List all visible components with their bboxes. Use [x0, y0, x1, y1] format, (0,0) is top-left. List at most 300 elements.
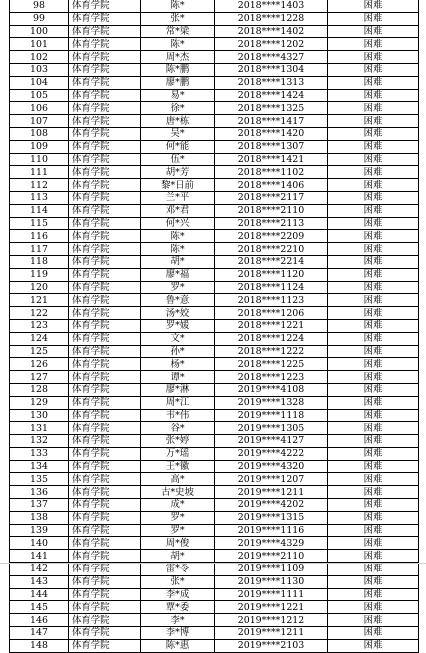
row-number: 111 — [10, 166, 69, 179]
name-cell: 杨* — [141, 358, 215, 371]
table-row — [10, 396, 419, 409]
college-cell: 体育学院 — [69, 319, 141, 332]
status-cell: 困难 — [328, 179, 419, 192]
name-cell: 罗* — [141, 511, 215, 524]
table-row — [10, 383, 419, 396]
student-id-cell: 2018****1417 — [215, 115, 328, 128]
student-id-cell: 2018****2210 — [215, 243, 328, 256]
name-cell: 韦*伟 — [141, 409, 215, 422]
student-id-cell: 2019****2110 — [215, 550, 328, 563]
row-number: 136 — [10, 486, 69, 499]
name-cell: 陈*鹏 — [141, 63, 215, 76]
name-cell: 黎*日前 — [141, 179, 215, 192]
college-cell: 体育学院 — [69, 307, 141, 320]
row-number: 147 — [10, 627, 69, 640]
row-number: 140 — [10, 537, 69, 550]
college-cell: 体育学院 — [69, 89, 141, 102]
status-cell: 困难 — [328, 166, 419, 179]
row-number: 137 — [10, 499, 69, 512]
status-cell: 困难 — [328, 563, 419, 576]
row-number: 112 — [10, 179, 69, 192]
table-row — [10, 447, 419, 460]
college-cell: 体育学院 — [69, 473, 141, 486]
status-cell: 困难 — [328, 575, 419, 588]
table-row — [10, 307, 419, 320]
table-row — [10, 601, 419, 614]
student-id-cell: 2018****2113 — [215, 217, 328, 230]
table-row — [10, 627, 419, 640]
name-cell: 高* — [141, 473, 215, 486]
status-cell: 困难 — [328, 38, 419, 51]
status-cell: 困难 — [328, 383, 419, 396]
status-cell: 困难 — [328, 127, 419, 140]
name-cell: 谷* — [141, 422, 215, 435]
college-cell: 体育学院 — [69, 243, 141, 256]
row-number: 143 — [10, 575, 69, 588]
name-cell: 万*瑶 — [141, 447, 215, 460]
student-id-cell: 2018****1424 — [215, 89, 328, 102]
name-cell: 吴* — [141, 127, 215, 140]
table-row — [10, 435, 419, 448]
row-number: 127 — [10, 371, 69, 384]
table-row — [10, 588, 419, 601]
table-row — [10, 140, 419, 153]
table-row — [10, 179, 419, 192]
student-id-cell: 2018****1124 — [215, 281, 328, 294]
name-cell: 何*兴 — [141, 217, 215, 230]
college-cell: 体育学院 — [69, 63, 141, 76]
name-cell: 张* — [141, 12, 215, 25]
college-cell: 体育学院 — [69, 409, 141, 422]
table-row — [10, 281, 419, 294]
student-id-cell: 2018****2214 — [215, 255, 328, 268]
status-cell: 困难 — [328, 550, 419, 563]
college-cell: 体育学院 — [69, 140, 141, 153]
student-id-cell: 2018****1420 — [215, 127, 328, 140]
table-row — [10, 76, 419, 89]
status-cell: 困难 — [328, 473, 419, 486]
student-id-cell: 2019****1116 — [215, 524, 328, 537]
college-cell: 体育学院 — [69, 127, 141, 140]
row-number: 117 — [10, 243, 69, 256]
college-cell: 体育学院 — [69, 460, 141, 473]
table-row — [10, 12, 419, 25]
college-cell: 体育学院 — [69, 371, 141, 384]
status-cell: 困难 — [328, 294, 419, 307]
college-cell: 体育学院 — [69, 38, 141, 51]
row-number: 104 — [10, 76, 69, 89]
student-id-cell: 2019****1211 — [215, 627, 328, 640]
table-row — [10, 460, 419, 473]
student-id-cell: 2018****1228 — [215, 12, 328, 25]
row-number: 132 — [10, 435, 69, 448]
row-number: 108 — [10, 127, 69, 140]
college-cell: 体育学院 — [69, 422, 141, 435]
student-id-cell: 2019****4320 — [215, 460, 328, 473]
table-row — [10, 639, 419, 652]
college-cell: 体育学院 — [69, 524, 141, 537]
status-cell: 困难 — [328, 345, 419, 358]
college-cell: 体育学院 — [69, 563, 141, 576]
college-cell: 体育学院 — [69, 639, 141, 652]
student-id-cell: 2019****1315 — [215, 511, 328, 524]
student-id-cell: 2019****1305 — [215, 422, 328, 435]
row-number: 114 — [10, 204, 69, 217]
name-cell: 李*博 — [141, 627, 215, 640]
status-cell: 困难 — [328, 627, 419, 640]
row-number: 106 — [10, 102, 69, 115]
college-cell: 体育学院 — [69, 588, 141, 601]
student-table — [9, 0, 419, 653]
row-number: 142 — [10, 563, 69, 576]
student-id-cell: 2018****1403 — [215, 0, 328, 12]
row-number: 134 — [10, 460, 69, 473]
status-cell: 困难 — [328, 524, 419, 537]
student-id-cell: 2018****1202 — [215, 38, 328, 51]
name-cell: 伍* — [141, 153, 215, 166]
name-cell: 张* — [141, 575, 215, 588]
table-row — [10, 127, 419, 140]
college-cell: 体育学院 — [69, 230, 141, 243]
college-cell: 体育学院 — [69, 511, 141, 524]
student-id-cell: 2018****1313 — [215, 76, 328, 89]
row-number: 119 — [10, 268, 69, 281]
student-id-cell: 2018****2209 — [215, 230, 328, 243]
table-row — [10, 409, 419, 422]
student-id-cell: 2018****1307 — [215, 140, 328, 153]
college-cell: 体育学院 — [69, 0, 141, 12]
status-cell: 困难 — [328, 89, 419, 102]
row-number: 105 — [10, 89, 69, 102]
row-number: 109 — [10, 140, 69, 153]
row-number: 130 — [10, 409, 69, 422]
name-cell: 谭* — [141, 371, 215, 384]
college-cell: 体育学院 — [69, 191, 141, 204]
student-id-cell: 2019****1207 — [215, 473, 328, 486]
student-id-cell: 2018****1406 — [215, 179, 328, 192]
student-id-cell: 2019****2103 — [215, 639, 328, 652]
status-cell: 困难 — [328, 255, 419, 268]
college-cell: 体育学院 — [69, 537, 141, 550]
student-id-cell: 2018****1120 — [215, 268, 328, 281]
row-number: 110 — [10, 153, 69, 166]
college-cell: 体育学院 — [69, 281, 141, 294]
row-number: 146 — [10, 614, 69, 627]
row-number: 135 — [10, 473, 69, 486]
table-row — [10, 166, 419, 179]
college-cell: 体育学院 — [69, 51, 141, 64]
table-row — [10, 499, 419, 512]
name-cell: 罗*媛 — [141, 319, 215, 332]
college-cell: 体育学院 — [69, 268, 141, 281]
college-cell: 体育学院 — [69, 12, 141, 25]
college-cell: 体育学院 — [69, 499, 141, 512]
college-cell: 体育学院 — [69, 486, 141, 499]
table-row — [10, 537, 419, 550]
row-number: 116 — [10, 230, 69, 243]
student-id-cell: 2018****1123 — [215, 294, 328, 307]
status-cell: 困难 — [328, 460, 419, 473]
table-row — [10, 25, 419, 38]
table-row — [10, 153, 419, 166]
student-id-cell: 2018****1304 — [215, 63, 328, 76]
table-row — [10, 575, 419, 588]
name-cell: 周*江 — [141, 396, 215, 409]
table-row — [10, 268, 419, 281]
name-cell: 徐* — [141, 102, 215, 115]
status-cell: 困难 — [328, 371, 419, 384]
name-cell: 雷*苓 — [141, 563, 215, 576]
table-row — [10, 371, 419, 384]
college-cell: 体育学院 — [69, 601, 141, 614]
table-row — [10, 358, 419, 371]
college-cell: 体育学院 — [69, 115, 141, 128]
table-row — [10, 511, 419, 524]
name-cell: 易* — [141, 89, 215, 102]
status-cell: 困难 — [328, 499, 419, 512]
student-id-cell: 2018****1402 — [215, 25, 328, 38]
name-cell: 王*徽 — [141, 460, 215, 473]
table-row — [10, 614, 419, 627]
student-id-cell: 2018****1225 — [215, 358, 328, 371]
table-row — [10, 524, 419, 537]
row-number: 107 — [10, 115, 69, 128]
table-row — [10, 294, 419, 307]
status-cell: 困难 — [328, 486, 419, 499]
row-number: 148 — [10, 639, 69, 652]
name-cell: 常*梁 — [141, 25, 215, 38]
name-cell: 张*婷 — [141, 435, 215, 448]
row-number: 100 — [10, 25, 69, 38]
table-row — [10, 486, 419, 499]
row-number: 128 — [10, 383, 69, 396]
table-row — [10, 217, 419, 230]
name-cell: 兰*平 — [141, 191, 215, 204]
status-cell: 困难 — [328, 230, 419, 243]
name-cell: 孙* — [141, 345, 215, 358]
status-cell: 困难 — [328, 332, 419, 345]
name-cell: 廖*福 — [141, 268, 215, 281]
row-number: 131 — [10, 422, 69, 435]
table-row — [10, 115, 419, 128]
college-cell: 体育学院 — [69, 255, 141, 268]
student-id-cell: 2018****1102 — [215, 166, 328, 179]
student-id-cell: 2019****1111 — [215, 588, 328, 601]
college-cell: 体育学院 — [69, 447, 141, 460]
student-id-cell: 2019****1212 — [215, 614, 328, 627]
status-cell: 困难 — [328, 204, 419, 217]
student-id-cell: 2018****1325 — [215, 102, 328, 115]
name-cell: 陈* — [141, 38, 215, 51]
table-body — [10, 0, 419, 652]
row-number: 98 — [10, 0, 69, 12]
row-number: 102 — [10, 51, 69, 64]
student-id-cell: 2018****4327 — [215, 51, 328, 64]
row-number: 101 — [10, 38, 69, 51]
college-cell: 体育学院 — [69, 294, 141, 307]
row-number: 99 — [10, 12, 69, 25]
status-cell: 困难 — [328, 639, 419, 652]
name-cell: 文* — [141, 332, 215, 345]
name-cell: 鲁*意 — [141, 294, 215, 307]
status-cell: 困难 — [328, 51, 419, 64]
row-number: 126 — [10, 358, 69, 371]
status-cell: 困难 — [328, 409, 419, 422]
name-cell: 古*史坡 — [141, 486, 215, 499]
status-cell: 困难 — [328, 614, 419, 627]
row-number: 120 — [10, 281, 69, 294]
name-cell: 陈* — [141, 230, 215, 243]
table-row — [10, 319, 419, 332]
student-id-cell: 2019****4329 — [215, 537, 328, 550]
name-cell: 陈* — [141, 0, 215, 12]
name-cell: 邓*君 — [141, 204, 215, 217]
row-number: 121 — [10, 294, 69, 307]
college-cell: 体育学院 — [69, 550, 141, 563]
student-id-cell: 2019****1130 — [215, 575, 328, 588]
page-break-line — [0, 563, 426, 564]
college-cell: 体育学院 — [69, 383, 141, 396]
college-cell: 体育学院 — [69, 358, 141, 371]
table-row — [10, 51, 419, 64]
college-cell: 体育学院 — [69, 153, 141, 166]
student-id-cell: 2018****1421 — [215, 153, 328, 166]
status-cell: 困难 — [328, 319, 419, 332]
student-id-cell: 2018****1221 — [215, 319, 328, 332]
student-id-cell: 2019****1211 — [215, 486, 328, 499]
name-cell: 胡*芳 — [141, 166, 215, 179]
row-number: 133 — [10, 447, 69, 460]
student-id-cell: 2018****2110 — [215, 204, 328, 217]
status-cell: 困难 — [328, 63, 419, 76]
status-cell: 困难 — [328, 217, 419, 230]
status-cell: 困难 — [328, 0, 419, 12]
table-row — [10, 243, 419, 256]
table-row — [10, 332, 419, 345]
table-row — [10, 191, 419, 204]
college-cell: 体育学院 — [69, 396, 141, 409]
table-row — [10, 63, 419, 76]
student-id-cell: 2019****4222 — [215, 447, 328, 460]
student-id-cell: 2019****1118 — [215, 409, 328, 422]
status-cell: 困难 — [328, 281, 419, 294]
name-cell: 胡* — [141, 255, 215, 268]
college-cell: 体育学院 — [69, 179, 141, 192]
name-cell: 成* — [141, 499, 215, 512]
row-number: 103 — [10, 63, 69, 76]
college-cell: 体育学院 — [69, 102, 141, 115]
college-cell: 体育学院 — [69, 25, 141, 38]
college-cell: 体育学院 — [69, 332, 141, 345]
row-number: 138 — [10, 511, 69, 524]
name-cell: 汤*姣 — [141, 307, 215, 320]
status-cell: 困难 — [328, 76, 419, 89]
student-id-cell: 2018****1206 — [215, 307, 328, 320]
college-cell: 体育学院 — [69, 575, 141, 588]
college-cell: 体育学院 — [69, 614, 141, 627]
status-cell: 困难 — [328, 435, 419, 448]
status-cell: 困难 — [328, 307, 419, 320]
table-row — [10, 230, 419, 243]
table-row — [10, 563, 419, 576]
student-id-cell: 2019****1328 — [215, 396, 328, 409]
table-row — [10, 255, 419, 268]
status-cell: 困难 — [328, 115, 419, 128]
row-number: 122 — [10, 307, 69, 320]
row-number: 129 — [10, 396, 69, 409]
name-cell: 李* — [141, 614, 215, 627]
college-cell: 体育学院 — [69, 435, 141, 448]
status-cell: 困难 — [328, 601, 419, 614]
status-cell: 困难 — [328, 537, 419, 550]
college-cell: 体育学院 — [69, 345, 141, 358]
status-cell: 困难 — [328, 511, 419, 524]
row-number: 113 — [10, 191, 69, 204]
college-cell: 体育学院 — [69, 217, 141, 230]
name-cell: 罗* — [141, 281, 215, 294]
student-id-cell: 2018****1222 — [215, 345, 328, 358]
table-row — [10, 38, 419, 51]
row-number: 115 — [10, 217, 69, 230]
table-row — [10, 345, 419, 358]
table-row — [10, 102, 419, 115]
college-cell: 体育学院 — [69, 204, 141, 217]
status-cell: 困难 — [328, 153, 419, 166]
student-id-cell: 2018****1223 — [215, 371, 328, 384]
status-cell: 困难 — [328, 140, 419, 153]
row-number: 144 — [10, 588, 69, 601]
status-cell: 困难 — [328, 12, 419, 25]
name-cell: 唐*栋 — [141, 115, 215, 128]
row-number: 125 — [10, 345, 69, 358]
row-number: 141 — [10, 550, 69, 563]
table-row — [10, 473, 419, 486]
name-cell: 李*成 — [141, 588, 215, 601]
status-cell: 困难 — [328, 191, 419, 204]
row-number: 139 — [10, 524, 69, 537]
name-cell: 何*能 — [141, 140, 215, 153]
college-cell: 体育学院 — [69, 627, 141, 640]
name-cell: 廖*淋 — [141, 383, 215, 396]
row-number: 124 — [10, 332, 69, 345]
name-cell: 周*俊 — [141, 537, 215, 550]
student-id-cell: 2019****4127 — [215, 435, 328, 448]
status-cell: 困难 — [328, 447, 419, 460]
name-cell: 陈*惠 — [141, 639, 215, 652]
table-row — [10, 204, 419, 217]
student-id-cell: 2019****1221 — [215, 601, 328, 614]
name-cell: 周*杰 — [141, 51, 215, 64]
status-cell: 困难 — [328, 102, 419, 115]
college-cell: 体育学院 — [69, 76, 141, 89]
name-cell: 罗* — [141, 524, 215, 537]
name-cell: 廖*鹏 — [141, 76, 215, 89]
status-cell: 困难 — [328, 422, 419, 435]
status-cell: 困难 — [328, 396, 419, 409]
status-cell: 困难 — [328, 358, 419, 371]
status-cell: 困难 — [328, 268, 419, 281]
name-cell: 胡* — [141, 550, 215, 563]
status-cell: 困难 — [328, 25, 419, 38]
status-cell: 困难 — [328, 243, 419, 256]
row-number: 123 — [10, 319, 69, 332]
student-id-cell: 2019****4108 — [215, 383, 328, 396]
name-cell: 陈* — [141, 243, 215, 256]
student-id-cell: 2018****1224 — [215, 332, 328, 345]
student-id-cell: 2018****2117 — [215, 191, 328, 204]
table-row — [10, 89, 419, 102]
row-number: 118 — [10, 255, 69, 268]
